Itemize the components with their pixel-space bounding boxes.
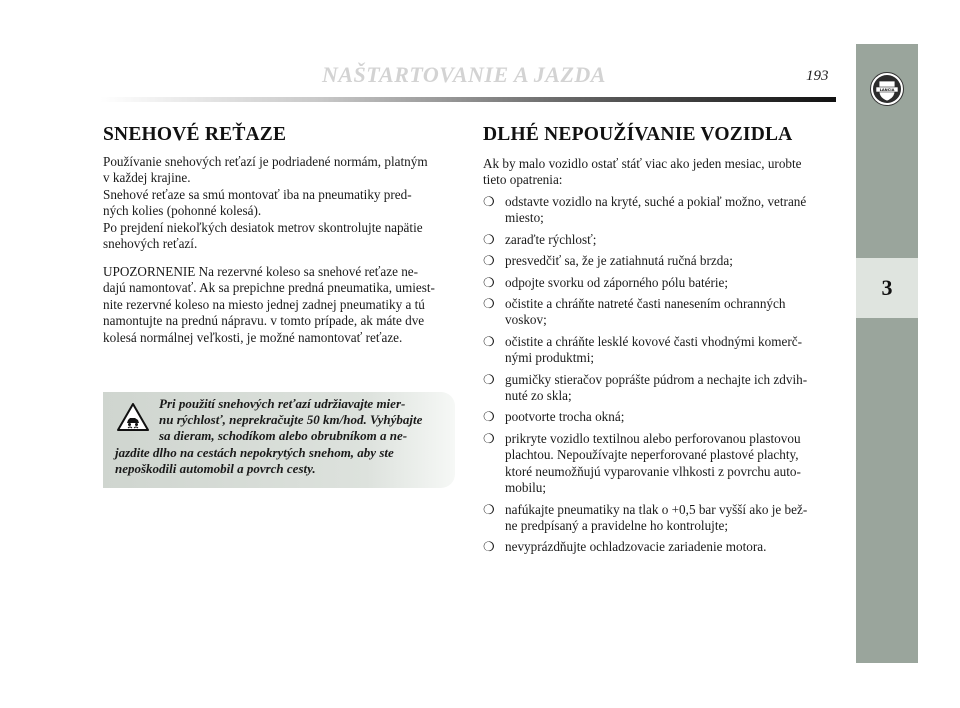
list-item-line: odpojte svorku od záporného pólu batérie; <box>505 274 729 290</box>
list-item-line: nými produktmi; <box>505 350 595 366</box>
header-title: NAŠTARTOVANIE A JAZDA <box>322 62 606 87</box>
list-item <box>483 334 835 367</box>
text-line: snehových reťazí. <box>103 236 198 252</box>
long-inactivity-heading: DLHÉ NEPOUŽÍVANIE VOZIDLA <box>483 124 793 145</box>
bullet-circle-icon: ❍ <box>483 501 495 517</box>
inactivity-checklist <box>483 194 835 561</box>
list-item-line: miesto; <box>505 210 544 226</box>
text-line: tieto opatrenia: <box>483 172 563 188</box>
list-item-line: odstavte vozidlo na kryté, suché a pokiaľ možno, vetrané <box>505 194 807 209</box>
list-item <box>483 409 835 425</box>
header-rule <box>100 97 836 102</box>
list-item <box>483 296 835 329</box>
list-item-line: nafúkajte pneumatiky na tlak o +0,5 bar vyšší ako je bež- <box>505 501 808 517</box>
warning-line: jazdite dlho na cestách nepokrytých snehom, aby ste <box>115 444 394 460</box>
text-line: UPOZORNENIE Na rezervné koleso sa snehové reťaze ne- <box>103 264 419 279</box>
bullet-circle-icon: ❍ <box>483 409 495 425</box>
text-line: Ak by malo vozidlo ostať stáť viac ako jeden mesiac, urobte <box>483 156 802 171</box>
list-item-line: ktoré neumožňujú vyparovanie vlhkosti z povrchu auto- <box>505 463 801 479</box>
text-line: v každej krajine. <box>103 170 191 186</box>
bullet-circle-icon: ❍ <box>483 430 495 446</box>
warning-line: nepoškodili automobil a povrch cesty. <box>115 460 316 476</box>
bullet-circle-icon: ❍ <box>483 371 495 387</box>
bullet-circle-icon: ❍ <box>483 296 495 312</box>
bullet-circle-icon: ❍ <box>483 253 495 269</box>
long-inactivity-intro <box>483 156 835 189</box>
list-item <box>483 275 835 291</box>
text-line: kolesá normálnej veľkosti, je možné namontovať reťaze. <box>103 329 403 345</box>
chapter-number: 3 <box>856 258 918 318</box>
list-item-line: prikryte vozidlo textilnou alebo perforovanou plastovou <box>505 430 801 446</box>
page-number: 193 <box>806 68 829 84</box>
list-item-line: gumičky stieračov poprášte púdrom a nechajte ich zdvih- <box>505 371 808 387</box>
text-line: dajú namontovať. Ak sa prepichne predná pneumatika, umiest- <box>103 280 435 296</box>
list-item-line: mobilu; <box>505 480 547 496</box>
logo-text: LANCIA <box>879 88 895 93</box>
text-line: Používanie snehových reťazí je podriadené normám, platným <box>103 154 428 169</box>
text-line: nite rezervné koleso na miesto jednej zadnej pneumatiky a tú <box>103 296 425 312</box>
lancia-shield-logo-icon <box>869 71 905 107</box>
bullet-circle-icon: ❍ <box>483 333 495 349</box>
list-item-line: ne predpísaný a pravidelne ho kontrolujte; <box>505 517 729 533</box>
snow-chains-heading: SNEHOVÉ REŤAZE <box>103 124 287 145</box>
list-item-line: presvedčiť sa, že je zatiahnutá ručná brzda; <box>505 253 733 269</box>
list-item <box>483 539 835 555</box>
bullet-circle-icon: ❍ <box>483 194 495 209</box>
text-line: Snehové reťaze sa smú montovať iba na pneumatiky pred- <box>103 186 412 202</box>
bullet-circle-icon: ❍ <box>483 539 495 555</box>
warning-line: sa dieram, schodíkom alebo obrubníkom a ne- <box>159 428 408 444</box>
bullet-circle-icon: ❍ <box>483 231 495 247</box>
warning-box <box>103 392 455 488</box>
list-item-line: nevyprázdňujte ochladzovacie zariadenie motora. <box>505 539 767 555</box>
warning-line: nu rýchlosť, neprekračujte 50 km/hod. Vyhýbajte <box>159 412 423 428</box>
list-item-line: plachtou. Nepoužívajte neperforované plastové plachty, <box>505 447 799 463</box>
text-line: namontujte na prednú nápravu. v tomto prípade, ak máte dve <box>103 313 425 329</box>
list-item <box>483 232 835 248</box>
list-item-line: zaraďte rýchlosť; <box>505 231 597 247</box>
list-item-line: pootvorte trocha okná; <box>505 409 625 425</box>
list-item-line: voskov; <box>505 312 547 328</box>
list-item-line: očistite a chráňte natreté časti nanesením ochranných <box>505 296 786 312</box>
list-item <box>483 194 835 227</box>
snow-chains-paragraph-1 <box>103 154 455 252</box>
list-item <box>483 431 835 497</box>
warning-text <box>115 396 445 477</box>
list-item <box>483 253 835 269</box>
list-item <box>483 372 835 405</box>
bullet-circle-icon: ❍ <box>483 274 495 290</box>
text-line: Po prejdení niekoľkých desiatok metrov skontrolujte napätie <box>103 219 423 235</box>
snow-chains-paragraph-2 <box>103 264 455 346</box>
text-line: ných kolies (pohonné kolesá). <box>103 203 262 219</box>
list-item <box>483 502 835 535</box>
list-item-line: očistite a chráňte lesklé kovové časti vhodnými komerč- <box>505 333 802 349</box>
warning-line: Pri použití snehových reťazí udržiavajte mier- <box>159 396 406 411</box>
list-item-line: nuté zo skla; <box>505 388 572 404</box>
side-tab <box>856 44 918 663</box>
